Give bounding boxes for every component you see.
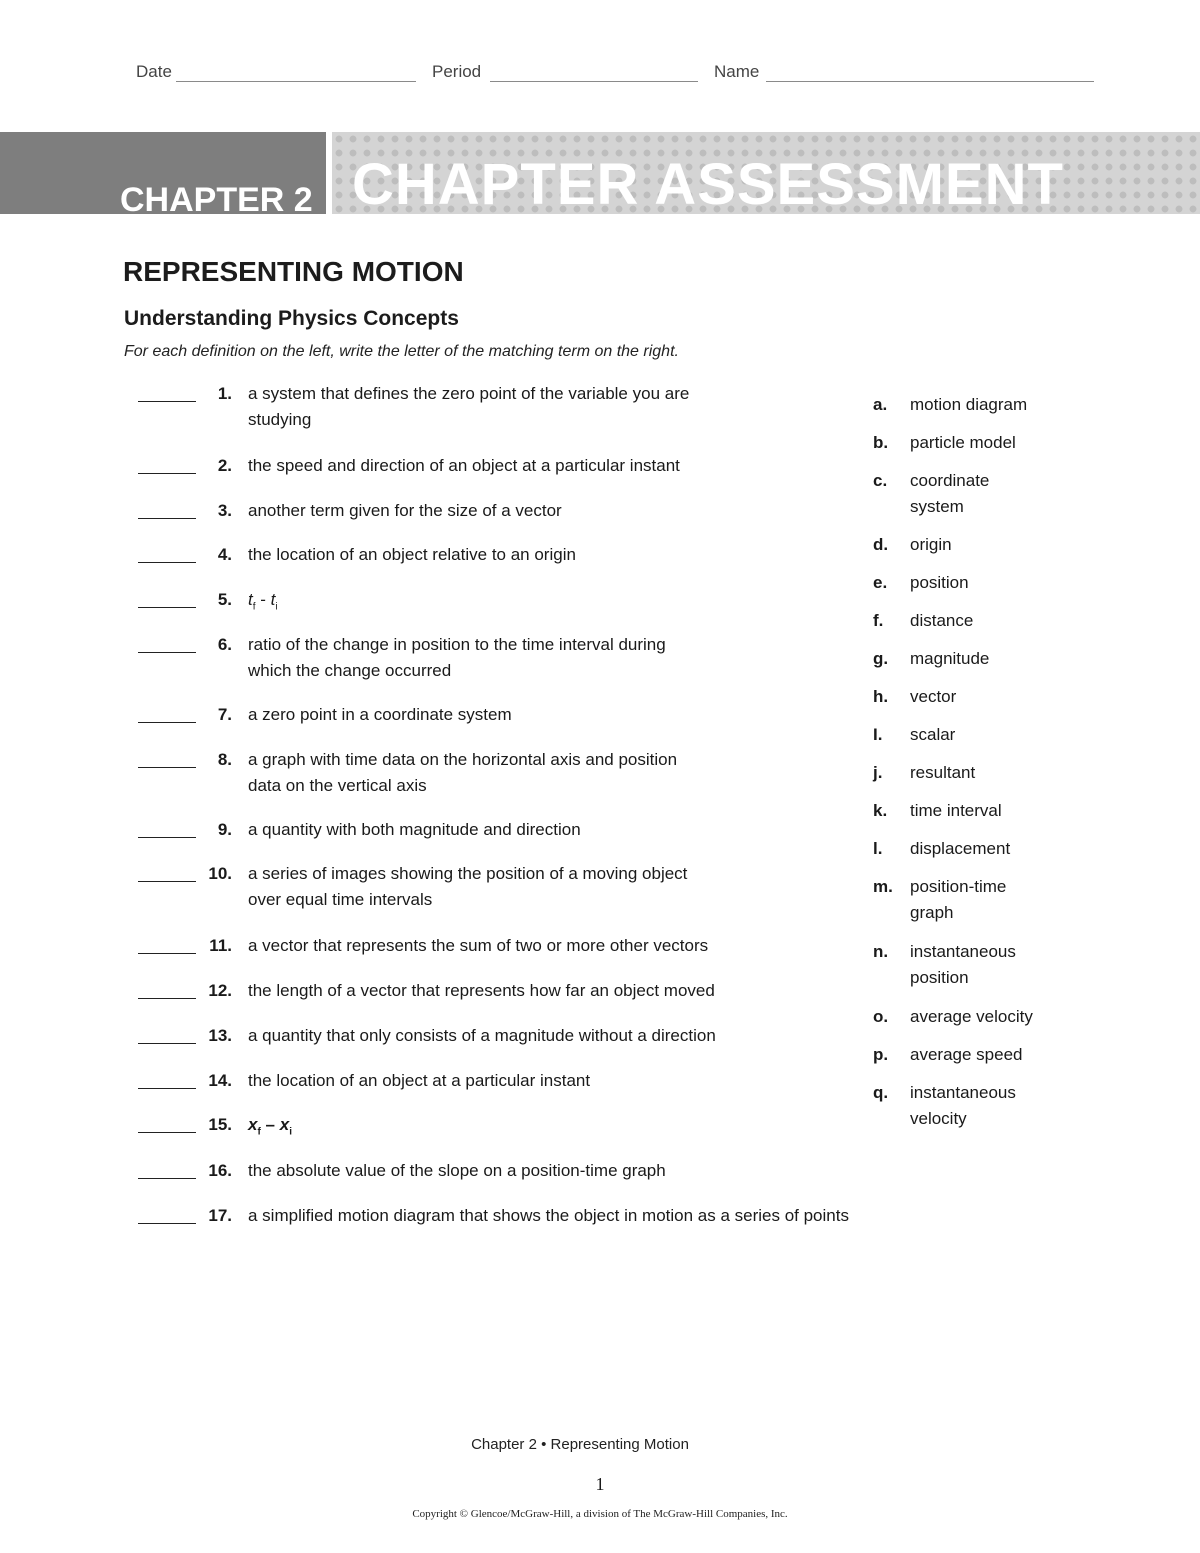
question-text: the speed and direction of an object at a particular instant [248, 456, 680, 475]
question-number: 15. [208, 1115, 232, 1134]
date-field[interactable] [176, 81, 416, 82]
question-number: 16. [208, 1161, 232, 1180]
question-number: 11. [209, 936, 232, 955]
question-text: the length of a vector that represents how far an object moved [248, 981, 715, 1000]
question-number: 10. [208, 864, 232, 883]
question-text: the location of an object relative to an origin [248, 545, 576, 564]
chapter-banner [0, 132, 1200, 219]
page-title: REPRESENTING MOTION [123, 256, 464, 287]
name-label: Name [714, 62, 760, 81]
chapter-label: CHAPTER 2 [120, 181, 313, 219]
question-number: 14. [208, 1071, 232, 1090]
formula-time-interval: $t_f - t_i$ [248, 590, 278, 613]
question-number: 7. [217, 705, 232, 724]
question-number: 3. [217, 501, 232, 520]
question-number: 4. [217, 545, 232, 564]
question-text: the absolute value of the slope on a position-time graph [248, 1161, 666, 1180]
banner-left-panel [0, 132, 326, 219]
footer-chapter-title: Chapter 2 • Representing Motion [471, 1436, 689, 1453]
question-number: 13. [208, 1026, 232, 1045]
question-number: 6. [217, 635, 232, 654]
question-number: 8. [217, 750, 232, 769]
period-label: Period [432, 62, 482, 81]
question-text: another term given for the size of a vector [248, 501, 562, 520]
question-text: a graph with time data on the horizontal axis and position data on the vertical axis [248, 750, 678, 795]
question-number: 12. [208, 981, 232, 1000]
banner-dot-pattern [332, 132, 1200, 217]
page-number: 1 [595, 1474, 605, 1494]
assessment-title: CHAPTER ASSESSMENT [352, 152, 1064, 217]
instructions: For each definition on the left, write the letter of the matching term on the right. [124, 343, 679, 360]
period-field[interactable] [490, 81, 698, 82]
question-text: a vector that represents the sum of two or more other vectors [248, 936, 709, 955]
section-subtitle: Understanding Physics Concepts [124, 307, 459, 330]
question-text: a system that defines the zero point of the variable you are studying [248, 384, 690, 429]
question-number: 9. [217, 820, 232, 839]
question-number: 1. [217, 384, 232, 403]
formula-displacement: $x_f - x_i$ [248, 1115, 292, 1138]
copyright-notice: Copyright © Glencoe/McGraw-Hill, a division of The McGraw-Hill Companies, Inc. [412, 1508, 788, 1520]
question-text: a quantity that only consists of a magnitude without a direction [248, 1026, 716, 1045]
question-text: ratio of the change in position to the time interval during which the change occurred [248, 635, 666, 680]
question-text: a series of images showing the position of a moving object over equal time intervals [248, 864, 688, 909]
question-text: the location of an object at a particular instant [248, 1071, 591, 1090]
date-label: Date [136, 62, 172, 81]
question-text: a zero point in a coordinate system [248, 705, 512, 724]
name-field[interactable] [766, 81, 1094, 82]
question-text: a quantity with both magnitude and direction [248, 820, 581, 839]
question-text: a simplified motion diagram that shows the object in motion as a series of points [248, 1206, 849, 1225]
question-number: 2. [217, 456, 232, 475]
question-number: 5. [217, 590, 232, 609]
question-number: 17. [208, 1206, 232, 1225]
